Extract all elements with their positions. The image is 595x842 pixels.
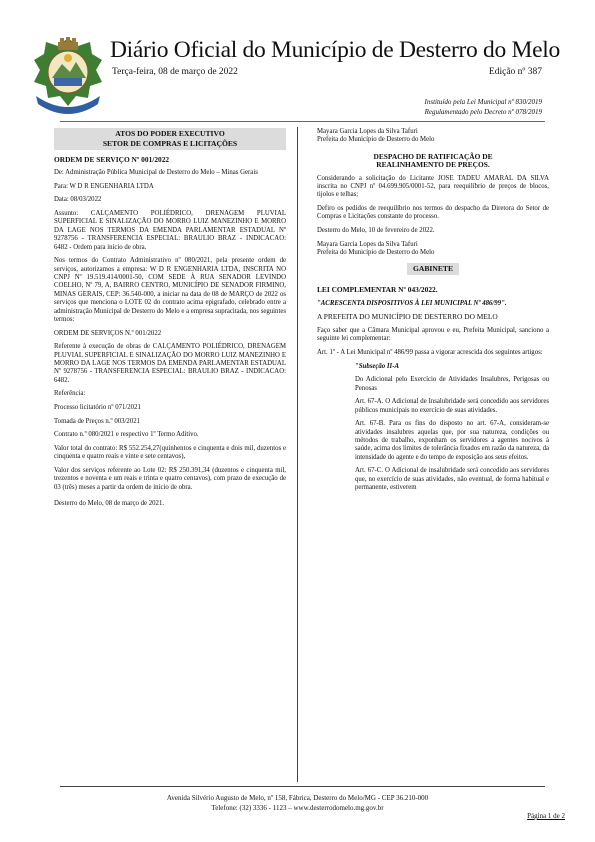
signature-role: Prefeita do Município de Desterro do Melo	[317, 136, 435, 144]
gabinete-wrap	[317, 263, 549, 281]
order-number: ORDEM DE SERVIÇOS N.º 001/2022	[54, 329, 162, 337]
section-header-gabinete: GABINETE	[407, 263, 459, 275]
right-column	[317, 128, 549, 498]
law-article-67a: Art. 67-A. O Adicional de Insalubridade será concedido aos servidores públicos municipais no exercício de suas atividades.	[355, 398, 549, 414]
dispatch-title	[317, 153, 549, 170]
order-from: De: Administração Pública Municipal de Desterro do Melo – Minas Gerais	[54, 169, 258, 177]
journal-title: Diário Oficial do Município de Desterro do Melo	[110, 37, 560, 63]
masthead	[30, 26, 570, 122]
dispatch-title-line-1: DESPACHO DE RATIFICAÇÃO DE	[373, 151, 493, 161]
law-subsection-title: Do Adicional pelo Exercício de Atividades Insalubres, Perigosas ou Penosas	[355, 376, 549, 392]
order-to: Para: W D R ENGENHARIA LTDA	[54, 182, 154, 190]
instituted-note: Instituído pela Lei Municipal nº 830/2019	[424, 98, 542, 106]
order-date: Data: 08/03/2022	[54, 196, 102, 204]
law-subsection: "Subseção II-A	[355, 362, 399, 370]
lot-value: Valor dos serviços referente ao Lote 02: R$ 250.391,34 (duzentos e cinquenta mil, trezentos e noventa e um reais e trinta e quatro centavos), com prazo de execução de 03 (três) meses a partir da ordem de início de obra.	[54, 466, 286, 491]
dispatch-date: Desterro do Melo, 10 de fevereiro de 2022.	[317, 227, 435, 235]
signature-name: Mayara Garcia Lopes da Silva Tafuri	[317, 128, 418, 135]
order-subject: Assunto: CALÇAMENTO POLIÉDRICO, DRENAGEM PLUVIAL SUPERFICIAL E SINALIZAÇÃO DO MORRO LUIZ MANEZINHO E MORRO DA LAGE NOS TERMOS DA EMENDA PARLAMENTAR ESTADUAL Nº 9278756 - TRANSFERENCIA ESPECIAL: BRAULIO BRAZ - INDICACAO: 6482 - Ordem para início de obra.	[54, 209, 286, 251]
footer-contact: Telefone: (32) 3336 - 1123 – www.desterrodomelo.mg.gov.br	[211, 804, 384, 812]
column-divider	[297, 127, 298, 782]
service-order-title: ORDEM DE SERVIÇO Nº 001/2022	[54, 154, 170, 164]
footer-rule	[60, 786, 545, 787]
issue-date: Terça-feira, 08 de março de 2022	[112, 67, 238, 77]
signature-role-2: Prefeita do Município de Desterro do Melo	[317, 249, 435, 257]
dispatch-body-2: Defiro os pedidos de reequilíbrio nos termos do despacho da Diretora do Setor de Compras e Licitações constante do processo.	[317, 205, 549, 221]
footer-address: Avenida Silvério Augusto de Melo, nº 158, Fábrica, Desterro do Melo/MG - CEP 36.210-000	[166, 794, 429, 802]
contract-ref: Contrato n.º 080/2021 e respectivo 1º Termo Aditivo.	[54, 431, 199, 439]
signoff-date: Desterro do Melo, 08 de março de 2021.	[54, 500, 165, 508]
coat-of-arms-icon	[32, 36, 104, 114]
references-label: Referência:	[54, 390, 86, 398]
price-quote: Tomada de Preços n.º 003/2021	[54, 417, 141, 425]
contract-total-value: Valor total do contrato: R$ 552.254,27(quinhentos e cinquenta e dois mil, duzentos e cinquenta e quatro reais e vinte e sete centavos),	[54, 444, 286, 461]
edition-number: Edição nº 387	[488, 67, 542, 77]
section-title: ATOS DO PODER EXECUTIVO	[115, 129, 225, 138]
section-subtitle: SETOR DE COMPRAS E LICITAÇÕES	[102, 138, 238, 148]
law-ementa: "ACRESCENTA DISPOSITIVOS À LEI MUNICIPAL Nº 486/99".	[317, 299, 507, 307]
header-rule	[60, 121, 545, 122]
dispatch-body-1: Considerando a solicitação do Licitante JOSE TADEU AMARAL DA SILVA inscrita no CNPJ nº 04.699.905/0001-52, para reequilíbrio de preços de blocos, tijolos e telhas;	[317, 174, 549, 199]
page-number: Página 1 de 2	[527, 812, 565, 820]
law-author: A PREFEITA DO MUNICÍPIO DE DESTERRO DO MELO	[317, 312, 498, 322]
law-preamble: Faço saber que a Câmara Municipal aprovou e eu, Prefeita Municipal, sanciono a seguinte lei complementar:	[317, 327, 549, 343]
dispatch-title-line-2: REALINHAMENTO DE PREÇOS.	[376, 160, 490, 170]
order-body: Nos termos do Contrato Administrativo nº 080/2021, pela presente ordem de serviços, autorizamos a empresa: W D R ENGENHARIA LTDA, INSCRITA NO CNPJ Nº 19.519.414/0001-50, COM SEDE À RUA SENADOR LEVINDO COELHO, Nº 79, A, BAIRRO CENTRO, MUNICÍPIO DE SENADOR FIRMINO, MINAS GERAIS, CEP: 36.540-000, a iniciar na data de 08 de MARÇO de 2022 os serviços que menciona o LOTE 02 do contrato acima epigrafado, celebrado entre a administração Municipal de Desterro do Melo e a empresa supracitada, nos seguintes termos:	[54, 257, 286, 324]
regulated-note: Regulamentado pelo Decreto nº 078/2019	[424, 108, 542, 116]
law-article-67c: Art. 67-C. O Adicional de insalubridade será concedido aos servidores que, no exercício de suas atividades, não eventual, de forma habitual e permanente, estiverem	[355, 467, 549, 492]
section-header-executive	[54, 128, 286, 150]
law-title: LEI COMPLEMENTAR Nº 043/2022.	[317, 285, 438, 295]
process-number: Processo licitatório nº 071/2021	[54, 404, 141, 412]
signature-name-2: Mayara Garcia Lopes da Silva Tafuri	[317, 240, 418, 248]
left-column	[54, 128, 286, 514]
law-article-67b: Art. 67-B. Para os fins do disposto no art. 67-A, consideram-se atividades insalubres aquelas que, por sua natureza, condições ou métodos de trabalho, exponham os servidores a agentes nocivos à saúde, acima dos limites de tolerância fixados em razão da natureza, da intensidade do agente e do tempo de exposição aos seus efeitos.	[355, 420, 549, 461]
law-article-1: Art. 1º - A Lei Municipal nº 486/99 passa a vigorar acrescida dos seguintes artigos:	[317, 349, 543, 357]
order-reference: Referente à execução de obras de CALÇAMENTO POLIÉDRICO, DRENAGEM PLUVIAL SUPERFICIAL E SINALIZAÇÃO DO MORRO LUIZ MANEZINHO E MORRO DA LAGE NOS TERMOS DA EMENDA PARLAMENTAR ESTADUAL Nº 9278756 - TRANSFERENCIA ESPECIAL: BRAULIO BRAZ - INDICACAO: 6482.	[54, 343, 286, 384]
